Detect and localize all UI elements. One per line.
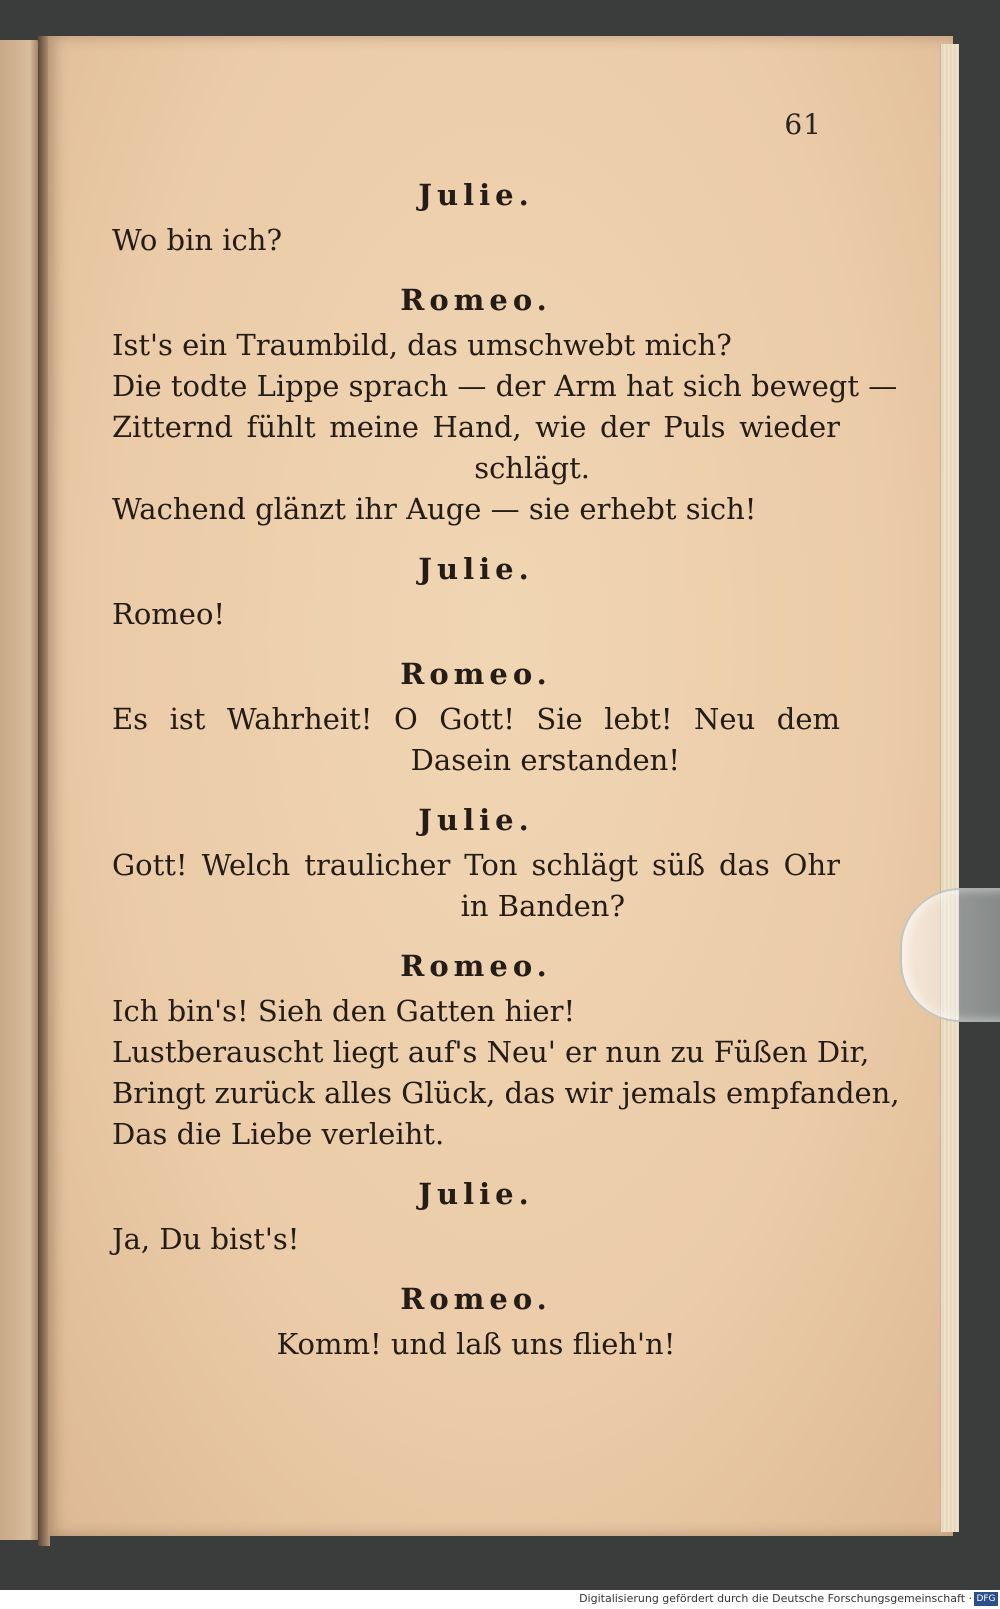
dialogue-line: Das die Liebe verleiht.: [112, 1117, 445, 1151]
dialogue-line: Ist's ein Traumbild, das umschwebt mich?: [112, 328, 732, 362]
dialogue-line: Bringt zurück alles Glück, das wir jemals empfanden,: [112, 1076, 900, 1110]
dialogue-line: Gott! Welch traulicher Ton schlägt süß das Ohr: [112, 848, 840, 882]
speaker-julie: Julie.: [418, 552, 534, 586]
dialogue-line-continuation: in Banden?: [460, 889, 625, 923]
speaker-romeo: Romeo.: [400, 949, 552, 983]
dialogue-line: Komm! und laß uns flieh'n!: [276, 1327, 676, 1361]
left-page-edge: [0, 40, 42, 1540]
speaker-julie: Julie.: [418, 178, 534, 212]
dialogue-line: Lustberauscht liegt auf's Neu' er nun zu Füßen Dir,: [112, 1035, 870, 1069]
dialogue-line: Ich bin's! Sieh den Gatten hier!: [112, 994, 576, 1028]
speaker-romeo: Romeo.: [400, 1282, 552, 1316]
speaker-romeo: Romeo.: [400, 283, 552, 317]
dialogue-line: Wachend glänzt ihr Auge — sie erhebt sich!: [112, 492, 757, 526]
dialogue-line: Ja, Du bist's!: [112, 1222, 300, 1256]
dialogue-line: Die todte Lippe sprach — der Arm hat sich bewegt —: [112, 369, 898, 403]
speaker-julie: Julie.: [418, 803, 534, 837]
page-stack-edge: [940, 44, 959, 1532]
dialogue-line: Zitternd fühlt meine Hand, wie der Puls wieder: [112, 410, 840, 444]
footer-credit: Digitalisierung gefördert durch die Deutsche Forschungsgemeinschaft ·: [579, 1592, 972, 1605]
dfg-logo: DFG: [974, 1592, 998, 1606]
dialogue-line: Wo bin ich?: [112, 223, 282, 257]
dialogue-line: Romeo!: [112, 597, 226, 631]
dialogue-line-continuation: Dasein erstanden!: [410, 743, 680, 777]
page-clip: [900, 888, 1000, 1022]
dialogue-text: [112, 170, 900, 1365]
speaker-julie: Julie.: [418, 1177, 534, 1211]
page-number: 61: [784, 108, 822, 141]
dialogue-line-continuation: schlägt.: [474, 451, 590, 485]
speaker-romeo: Romeo.: [400, 657, 552, 691]
dialogue-line: Es ist Wahrheit! O Gott! Sie lebt! Neu dem: [112, 702, 840, 736]
